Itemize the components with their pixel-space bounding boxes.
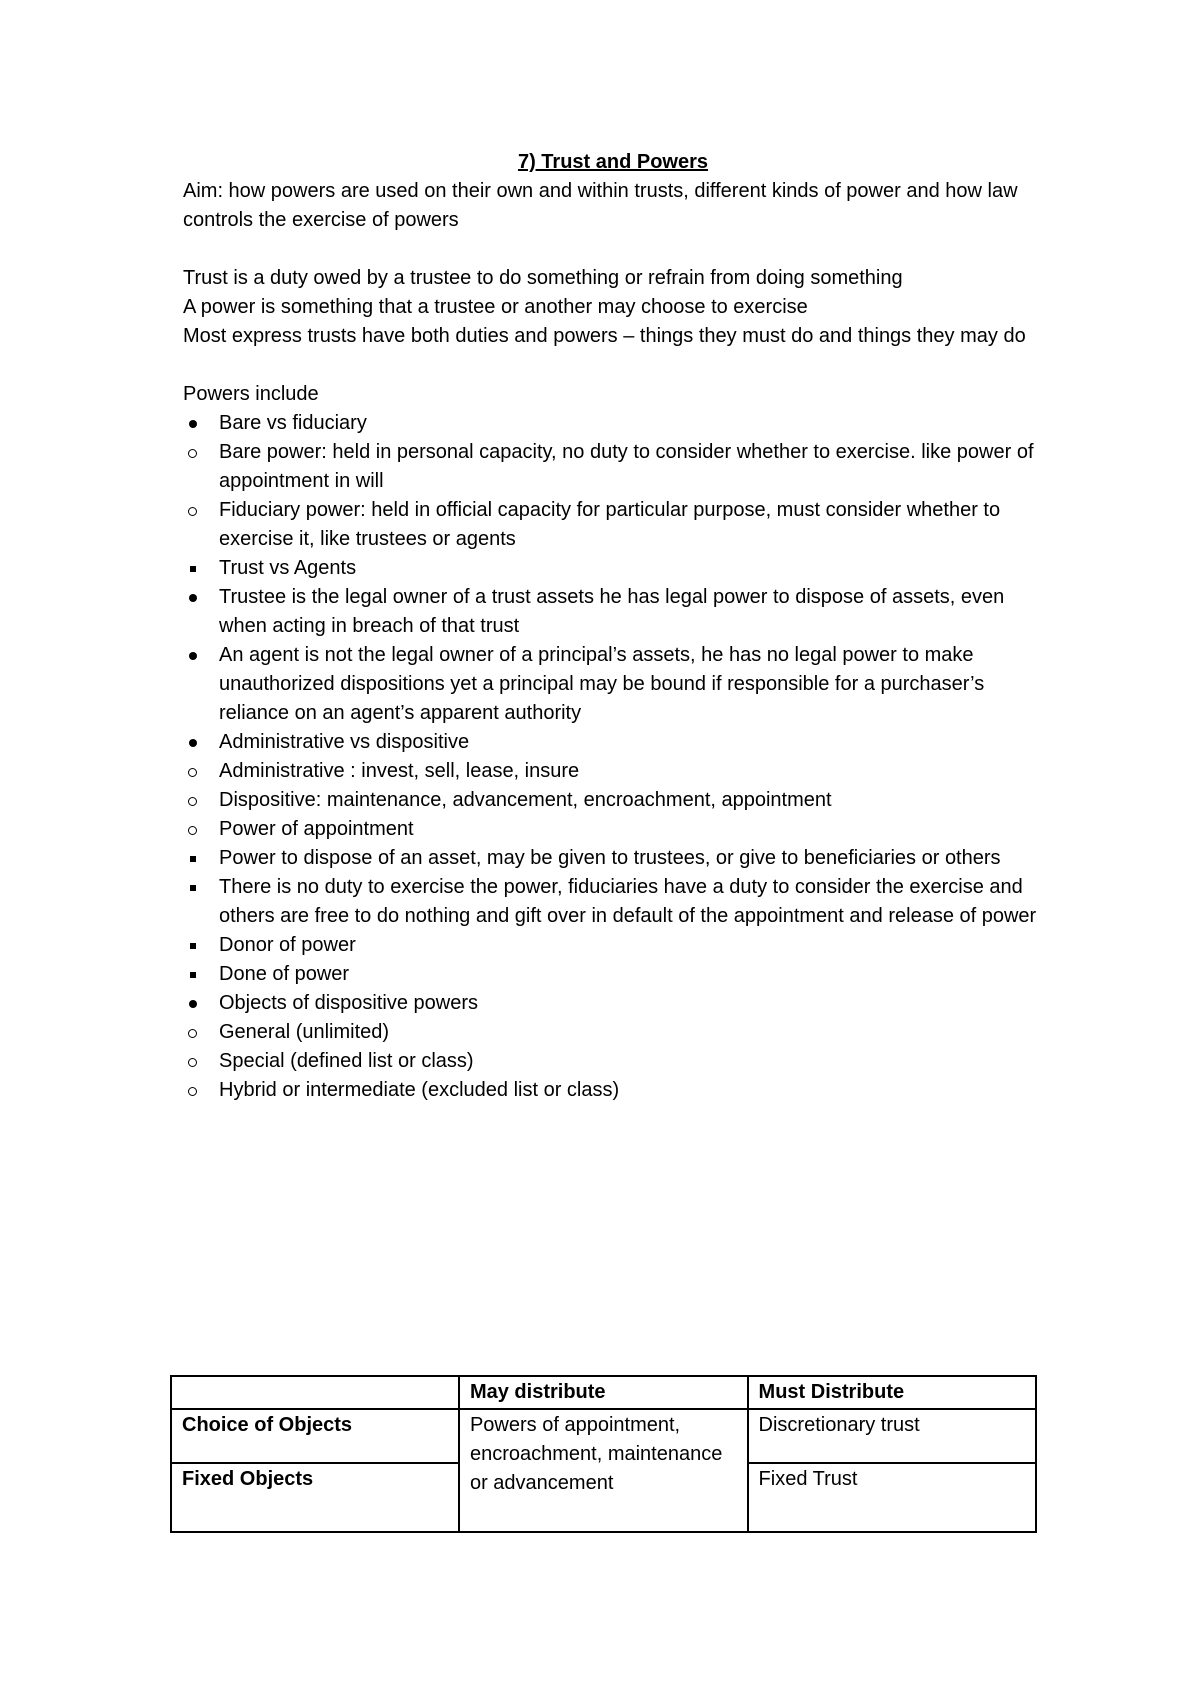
trust-agents-sublist — [147, 554, 1043, 728]
table-row — [171, 1409, 1036, 1463]
page-title: 7) Trust and Powers — [517, 151, 709, 173]
table-cell-blank — [171, 1376, 459, 1409]
bare-fiduciary-sublist — [147, 438, 1043, 728]
list-item — [147, 409, 1043, 728]
admin-vs-dispositive-label: Administrative vs dispositive — [219, 731, 470, 753]
table-row — [171, 1376, 1036, 1409]
administrative-text: Administrative : invest, sell, lease, insure — [219, 760, 580, 782]
document-body — [183, 148, 1043, 1105]
objects-item-2: Special (defined list or class) — [219, 1050, 474, 1072]
list-item — [147, 757, 1043, 786]
list-item — [147, 641, 1043, 728]
poa-item-2: There is no duty to exercise the power, fiduciaries have a duty to consider the exercise and others are free to do nothing and gift over in default of the appointment and release of power — [219, 876, 1037, 927]
powers-list — [147, 409, 1043, 1105]
objects-item-1: General (unlimited) — [219, 1021, 390, 1043]
trust-agents-details — [147, 583, 1043, 728]
spacer — [183, 235, 1043, 264]
list-item — [147, 554, 1043, 728]
trustee-text: Trustee is the legal owner of a trust assets he has legal power to dispose of assets, even when acting in breach of that trust — [219, 586, 1005, 637]
fiduciary-power-text: Fiduciary power: held in official capacity for particular purpose, must consider whether to exercise it, like trustees or agents — [219, 499, 1001, 550]
poa-item-4: Done of power — [219, 963, 350, 985]
list-item — [147, 438, 1043, 496]
trust-vs-agents-label: Trust vs Agents — [219, 557, 357, 579]
list-item — [147, 873, 1043, 931]
list-item — [147, 786, 1043, 815]
list-item — [147, 989, 1043, 1105]
header-must-distribute: Must Distribute — [748, 1376, 1036, 1409]
list-item — [147, 583, 1043, 641]
agent-text: An agent is not the legal owner of a principal’s assets, he has no legal power to make unauthorized dispositions yet a principal may be bound if responsible for a purchaser’s reliance on an agent’s apparent authority — [219, 644, 985, 724]
spacer — [183, 351, 1043, 380]
list-item — [147, 728, 1043, 989]
bare-vs-fiduciary-label: Bare vs fiduciary — [219, 412, 367, 434]
row-label-fixed-objects: Fixed Objects — [171, 1463, 459, 1532]
dispositive-text: Dispositive: maintenance, advancement, encroachment, appointment — [219, 789, 832, 811]
header-may-distribute: May distribute — [459, 1376, 748, 1409]
aim-text: Aim: how powers are used on their own and within trusts, different kinds of power and how law controls the exercise of powers — [183, 180, 1018, 231]
list-item — [147, 1018, 1043, 1047]
objects-sublist — [147, 1018, 1043, 1105]
bare-power-text: Bare power: held in personal capacity, no duty to consider whether to exercise. like power of appointment in will — [219, 441, 1034, 492]
objects-label: Objects of dispositive powers — [219, 992, 479, 1014]
list-item — [147, 815, 1043, 989]
row-label-choice-of-objects: Choice of Objects — [171, 1409, 459, 1463]
powers-include-heading: Powers include — [183, 383, 319, 405]
poa-sublist — [147, 844, 1043, 989]
intro-line-3: Most express trusts have both duties and powers – things they must do and things they may do — [183, 325, 1026, 347]
intro-line-2: A power is something that a trustee or another may choose to exercise — [183, 296, 808, 318]
power-of-appointment-label: Power of appointment — [219, 818, 414, 840]
list-item — [147, 496, 1043, 728]
list-item — [147, 1076, 1043, 1105]
intro-line-1: Trust is a duty owed by a trustee to do something or refrain from doing something — [183, 267, 903, 289]
poa-item-3: Donor of power — [219, 934, 356, 956]
powers-cell: Powers of appointment, encroachment, maintenance or advancement — [459, 1409, 748, 1532]
list-item — [147, 960, 1043, 989]
objects-item-3: Hybrid or intermediate (excluded list or class) — [219, 1079, 620, 1101]
admin-dispositive-sublist — [147, 757, 1043, 989]
distribution-table — [170, 1375, 1037, 1533]
list-item — [147, 931, 1043, 960]
discretionary-trust-cell: Discretionary trust — [748, 1409, 1036, 1463]
fixed-trust-cell: Fixed Trust — [748, 1463, 1036, 1532]
list-item — [147, 844, 1043, 873]
poa-item-1: Power to dispose of an asset, may be given to trustees, or give to beneficiaries or others — [219, 847, 1001, 869]
list-item — [147, 1047, 1043, 1076]
